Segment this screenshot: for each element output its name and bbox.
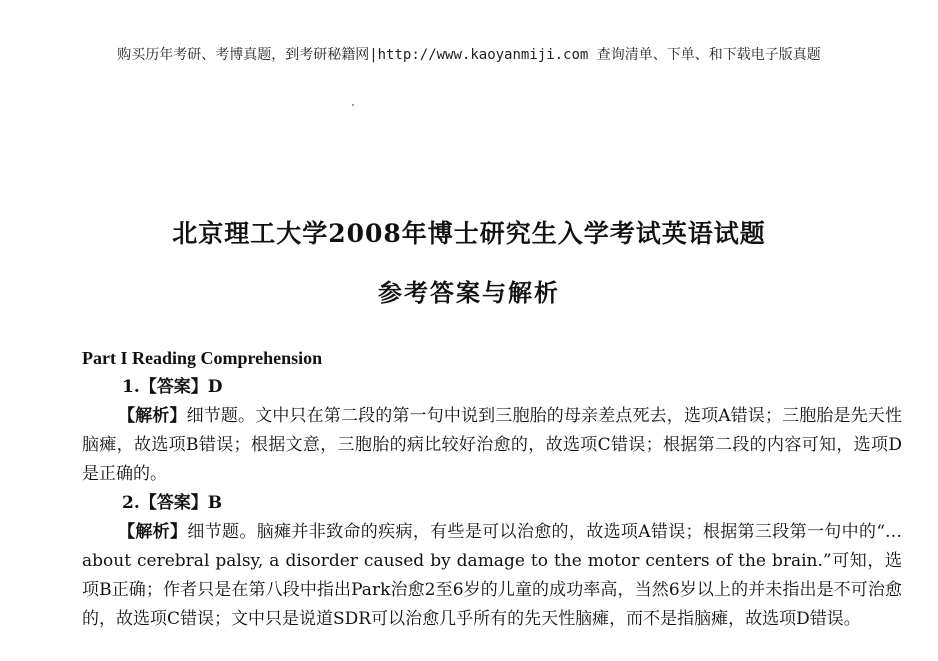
document-title: 北京理工大学2008年博士研究生入学考试英语试题 bbox=[172, 219, 766, 248]
analysis-label: 【解析】 bbox=[118, 522, 188, 542]
analysis-text: 细节题。文中只在第二段的第一句中说到三胞胎的母亲差点死去，选项A错误；三胞胎是先天性脑瘫，故选项B错误；根据文意，三胞胎的病比较好治愈的，故选项C错误；根据第二段的内容可知，选项D是正确的。 bbox=[82, 406, 903, 484]
analysis-paragraph bbox=[82, 518, 902, 634]
header-banner: 购买历年考研、考博真题，到考研秘籍网|http://www.kaoyanmiji.com 查询清单、下单、和下载电子版真题 bbox=[117, 47, 821, 63]
analysis-text: 细节题。脑瘫并非致命的疾病，有些是可以治愈的，故选项A错误；根据第三段第一句中的“…about cerebral palsy, a disorder caused by damage to the motor centers of the brain.”可知，选项B正确；作者只是在第八段中指出Park治愈2至6岁的儿童的成功率高，当然6岁以上的并未指出是不可治愈的，故选项C错误；文中只是说道SDR可以治愈几乎所有的先天性脑瘫，而不是指脑瘫，故选项D错误。 bbox=[82, 522, 903, 629]
question-item-2 bbox=[82, 489, 902, 634]
document-subtitle: 参考答案与解析 bbox=[378, 278, 560, 307]
analysis-label: 【解析】 bbox=[118, 406, 187, 426]
document-body bbox=[82, 344, 902, 634]
answer-line: 1.【答案】D bbox=[122, 377, 223, 397]
part-heading: Part I Reading Comprehension bbox=[82, 348, 323, 368]
analysis-paragraph bbox=[82, 402, 902, 489]
answer-line: 2.【答案】B bbox=[122, 493, 223, 513]
scan-speck bbox=[352, 104, 354, 106]
question-item-1 bbox=[82, 373, 902, 489]
